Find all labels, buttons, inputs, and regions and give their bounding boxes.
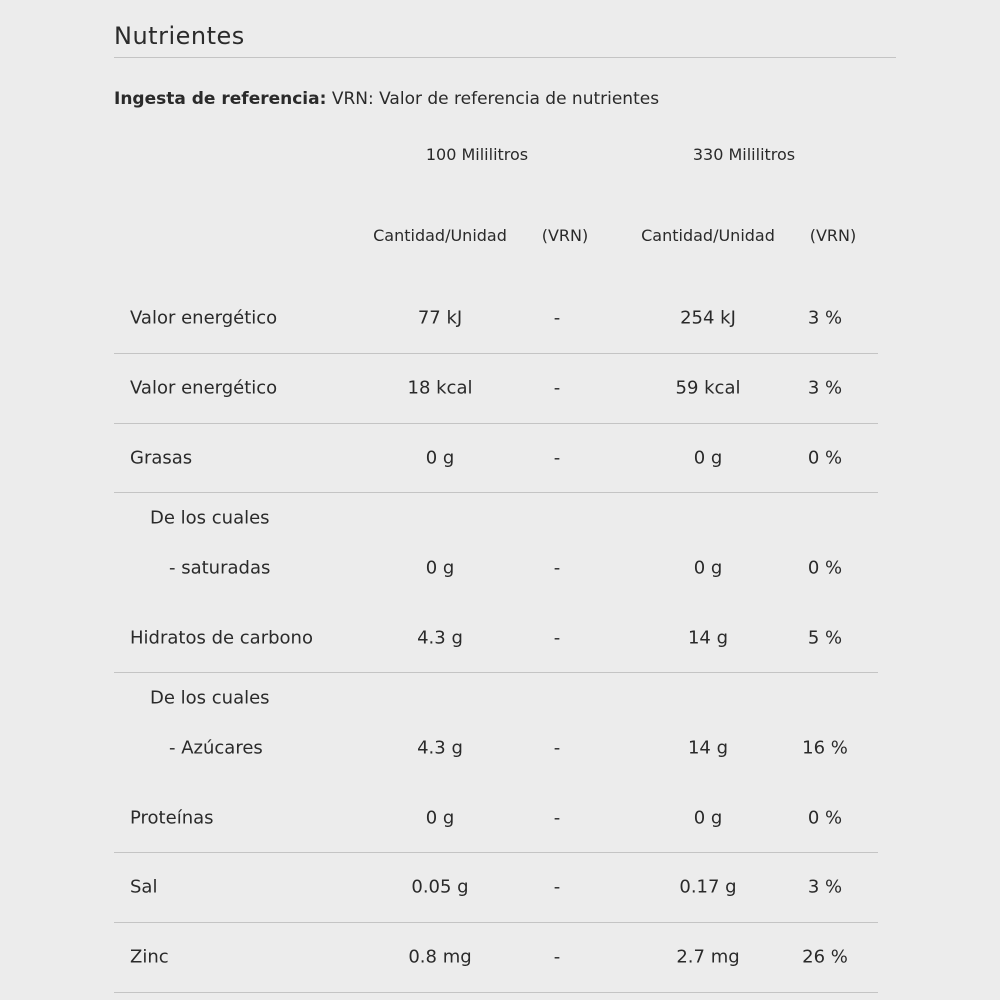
vrn-330ml: 16 %	[802, 737, 848, 759]
vrn-330ml: 3 %	[807, 377, 843, 399]
amount-100ml: 4.3 g	[417, 627, 463, 649]
amount-100ml: 18 kcal	[407, 377, 473, 399]
amount-100ml: 4.3 g	[417, 737, 463, 759]
row-divider	[114, 353, 878, 354]
amount-100ml: 0.8 mg	[408, 946, 472, 968]
amount-330ml: 0.17 g	[679, 876, 737, 898]
row-divider	[114, 922, 878, 923]
vrn-330ml: 0 %	[807, 557, 843, 579]
vrn-330ml: 3 %	[807, 876, 843, 898]
amount-330ml: 0 g	[693, 447, 723, 469]
section-title: Nutrientes	[114, 22, 245, 50]
amount-100ml: 77 kJ	[417, 307, 463, 329]
vrn-330ml: 3 %	[807, 307, 843, 329]
amount-100ml: 0 g	[425, 447, 455, 469]
row-divider	[114, 992, 878, 993]
reference-intake-text: VRN: Valor de referencia de nutrientes	[326, 89, 660, 109]
row-label: Sal	[130, 876, 158, 898]
row-divider	[114, 492, 878, 493]
vrn-100ml: -	[553, 557, 561, 579]
row-label: De los cuales	[150, 687, 270, 709]
column-header-amount-330ml: Cantidad/Unidad	[641, 226, 775, 245]
amount-330ml: 254 kJ	[680, 307, 736, 329]
row-label: De los cuales	[150, 507, 270, 529]
vrn-330ml: 26 %	[802, 946, 848, 968]
row-label: - Azúcares	[169, 737, 263, 759]
column-header-amount-100ml: Cantidad/Unidad	[373, 226, 507, 245]
row-divider	[114, 672, 878, 673]
row-label: Hidratos de carbono	[130, 627, 313, 649]
group-header-100ml: 100 Mililitros	[425, 145, 529, 164]
row-label: Valor energético	[130, 307, 278, 329]
vrn-100ml: -	[553, 737, 561, 759]
column-header-vrn-100ml: (VRN)	[541, 226, 589, 245]
amount-100ml: 0 g	[425, 807, 455, 829]
row-divider	[114, 852, 878, 853]
row-label: Proteínas	[130, 807, 214, 829]
row-divider	[114, 423, 878, 424]
reference-intake-note	[114, 89, 659, 109]
amount-330ml: 14 g	[687, 627, 729, 649]
vrn-330ml: 5 %	[807, 627, 843, 649]
title-divider	[114, 57, 896, 58]
vrn-100ml: -	[553, 807, 561, 829]
row-label: Valor energético	[130, 377, 278, 399]
amount-330ml: 0 g	[693, 807, 723, 829]
vrn-330ml: 0 %	[807, 807, 843, 829]
vrn-100ml: -	[553, 627, 561, 649]
amount-100ml: 0.05 g	[411, 876, 469, 898]
vrn-100ml: -	[553, 876, 561, 898]
row-label: Grasas	[130, 447, 193, 469]
vrn-100ml: -	[553, 946, 561, 968]
amount-100ml: 0 g	[425, 557, 455, 579]
vrn-100ml: -	[553, 447, 561, 469]
reference-intake-label: Ingesta de referencia:	[114, 89, 327, 109]
vrn-330ml: 0 %	[807, 447, 843, 469]
row-label: Zinc	[130, 946, 169, 968]
row-label: - saturadas	[169, 557, 271, 579]
column-header-vrn-330ml: (VRN)	[809, 226, 857, 245]
amount-330ml: 2.7 mg	[676, 946, 740, 968]
amount-330ml: 14 g	[687, 737, 729, 759]
vrn-100ml: -	[553, 377, 561, 399]
amount-330ml: 0 g	[693, 557, 723, 579]
vrn-100ml: -	[553, 307, 561, 329]
group-header-330ml: 330 Mililitros	[692, 145, 796, 164]
amount-330ml: 59 kcal	[675, 377, 741, 399]
